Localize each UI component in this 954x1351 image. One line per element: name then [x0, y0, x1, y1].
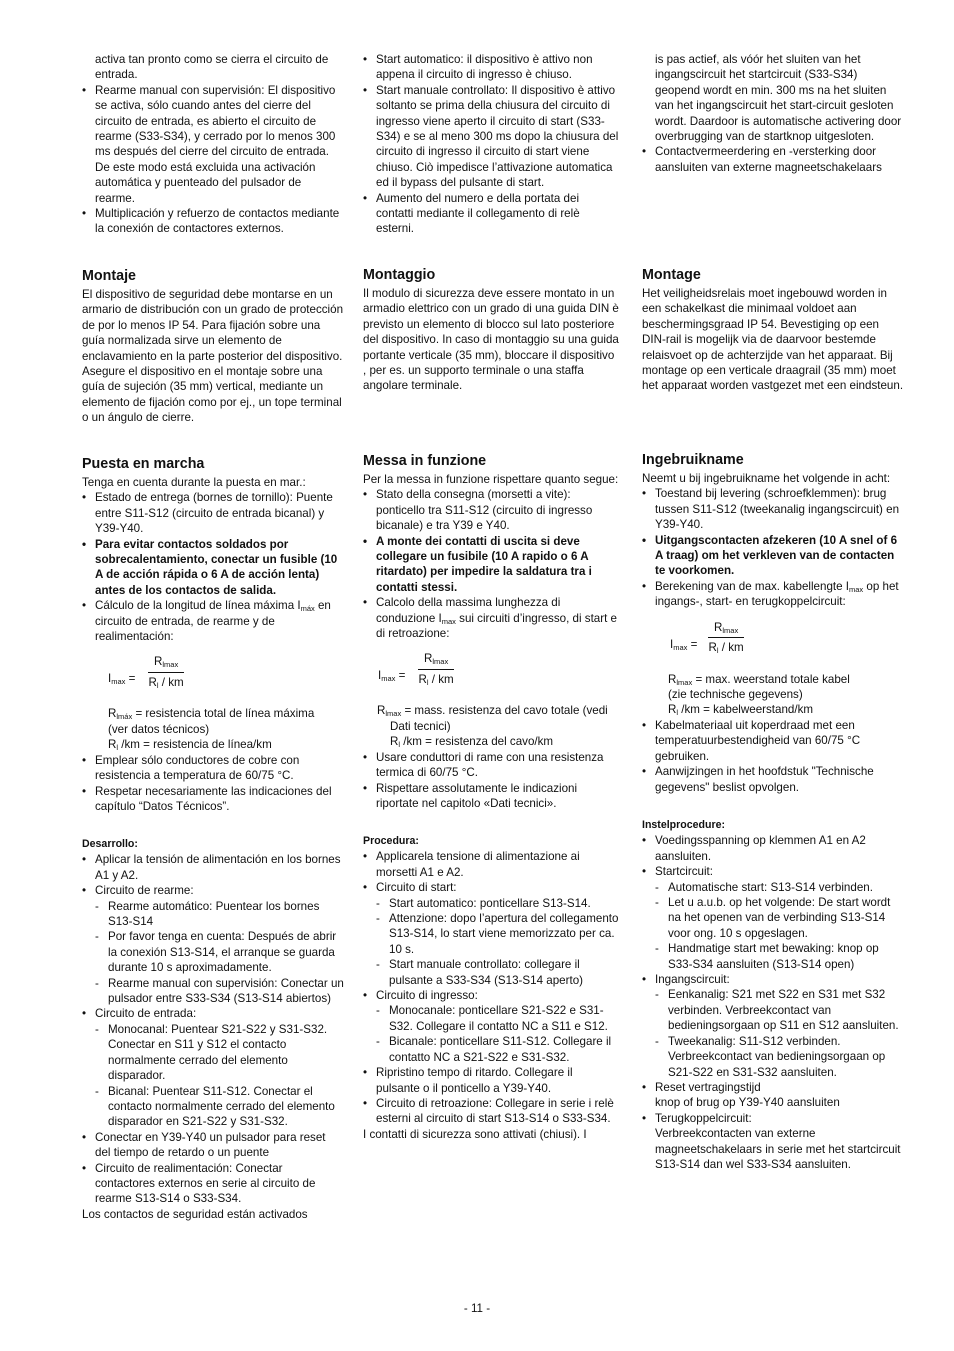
list-item: [642, 1080, 904, 1111]
text: Circuito de entrada:: [95, 1007, 197, 1021]
text: R: [708, 641, 717, 655]
list-item: - Monocanale: ponticellare S21-S22 e S31-S32. Collegare il contatto NC a S11 e S12.: [376, 1003, 619, 1034]
es-formula-legend: [82, 706, 344, 752]
subscript: l: [156, 680, 159, 690]
subscript: max: [849, 584, 864, 594]
list-item: • Circuito di retroazione: Collegare in serie i relè esterni al circuito di start S13-S14 o S33-S34.: [363, 1096, 619, 1127]
list-item: - Bicanal: Puentear S11-S12. Conectar el contacto normalmente cerrado del elemento disparador en S21-S22 y S31-S32.: [95, 1084, 344, 1130]
subscript: max: [673, 642, 688, 652]
nl-intro-list: [642, 144, 904, 175]
subscript: lmax: [385, 709, 402, 719]
es-puesta-section: [82, 455, 344, 814]
list-item: - Attenzione: dopo l’apertura del collegamento S13-S14, lo start viene memorizzato per ca. 10 s.: [376, 911, 619, 957]
formula-lhs: [670, 637, 697, 652]
it-montaggio-text: Il modulo di sicurezza deve essere montato in un armadio elettrico con un grado di una guida DIN è previsto un elemento di blocco sul lato posteriore del dispositivo. In caso di montaggio su una guida portante verticale (35 mm), bloccare il dispositivo , per es. un supporto terminale o una staffa angolare terminale.: [363, 287, 619, 393]
list-item: • Para evitar contactos soldados por sobrecalentamiento, conectar un fusible (10 A de acción rápida o 6 A de acción lenta) antes de los contactos de salida.: [82, 537, 344, 599]
text: Circuito de rearme:: [95, 884, 194, 898]
list-item: - Automatische start: S13-S14 verbinden.: [655, 880, 904, 895]
es-montaje-heading: Montaje: [82, 268, 137, 284]
it-messa-intro: Per la messa in funzione rispettare quanto segue:: [363, 473, 619, 486]
list-item: • Estado de entrega (bornes de tornillo): Puente entre S11-S12 (circuito de entrada bicanal) y Y39-Y40.: [82, 490, 344, 536]
text: /km = resistencia de línea/km: [118, 738, 272, 752]
list-item: • Ripristino tempo di ritardo. Collegare il pulsante o il ponticello a Y39-Y40.: [363, 1065, 619, 1096]
es-puesta-list: [82, 490, 344, 644]
text: R: [148, 675, 157, 689]
list-item: [82, 883, 344, 1006]
nl-formula-legend: [642, 672, 904, 718]
sub-list: [95, 899, 344, 1007]
list-item: • Usare conduttori di rame con una resistenza termica di 60/75 °C.: [363, 750, 619, 781]
list-item: • Circuito de realimentación: Conectar contactores externos en serie al circuito de rearme S13-S14 o S33-S34.: [82, 1161, 344, 1207]
text: R: [668, 703, 677, 717]
legend-note: Dati tecnici): [390, 719, 451, 733]
nl-ingebruik-intro: Neemt u bij ingebruikname het volgende in acht:: [642, 472, 891, 485]
list-item: [82, 598, 344, 644]
formula-fraction: [148, 654, 184, 690]
nl-ingebruik-list-after: [642, 718, 904, 795]
it-montaggio-section: [363, 266, 619, 394]
list-item: - Start automatico: ponticellare S13-S14.: [376, 896, 619, 911]
list-item: [363, 988, 619, 1065]
text: / km: [158, 675, 184, 689]
sub-list: [376, 1003, 619, 1065]
es-montaje-section: [82, 267, 344, 426]
subscript: lmax: [722, 625, 739, 635]
text: Ingangscircuit:: [655, 973, 730, 987]
legend-note: (zie technische gegevens): [668, 688, 803, 702]
nl-intro: [642, 52, 904, 175]
text: R: [108, 707, 117, 721]
sub-list: [376, 896, 619, 988]
text: Circuito di start:: [376, 881, 457, 895]
text: Calcolo della massima lunghezza di conduzione I: [376, 596, 561, 625]
list-item: • Rispettare assolutamente le indicazioni riportate nel capitolo «Dati tecnici».: [363, 781, 619, 812]
nl-montage-heading: Montage: [642, 267, 701, 283]
list-item: • Applicarela tensione di alimentazione ai morsetti A1 e A2.: [363, 849, 619, 880]
list-item: [642, 1111, 904, 1173]
text: /km = resistenza del cavo/km: [400, 735, 554, 749]
sub-list: [655, 987, 904, 1079]
text: Berekening van de max. kabellengte I: [655, 579, 849, 593]
list-item: • Voedingsspanning op klemmen A1 en A2 aansluiten.: [642, 833, 904, 864]
list-item: • Start manuale controllato: Il dispositivo è attivo soltanto se prima della chiusura del circuito di ingresso viene aperto il circuito di start (S33-S34) e se al meno 300 ms dopo la chiusura del circuito di ingresso il circuito di start viene chiuso. Ciò impedisce l’attivazione automatica ed il bypass del pulsante di start.: [363, 83, 619, 191]
formula-numerator: [708, 620, 744, 638]
it-messa-list: [363, 487, 619, 641]
text: R: [424, 652, 433, 666]
es-desarrollo-list: [82, 852, 344, 1206]
page-number: - 11 -: [463, 1302, 491, 1315]
list-item: • Conectar en Y39-Y40 un pulsador para reset del tiempo de retardo o un puente: [82, 1130, 344, 1161]
es-montaje-text: El dispositivo de seguridad debe montarse en un armario de distribución con un grado de protección de por lo menos IP 54. Para fijación sobre una guía normalizada sirve un elemento de enclavamiento en la parte posterior del dispositivo. Asegure el dispositivo en el montaje sobre una guía de sujeción (35 mm) vertical, mediante un elemento de fijación como por ej., un tope terminal o un ángulo de cierre.: [82, 288, 344, 425]
text: =: [395, 669, 406, 683]
subscript: lmax: [432, 657, 449, 667]
formula-lhs: [108, 671, 135, 686]
it-formula: [378, 651, 619, 701]
list-item: - Start manuale controllato: collegare il pulsante a S33-S34 (S13-S14 aperto): [376, 957, 619, 988]
nl-montage-text: Het veiligheidsrelais moet ingebouwd worden in een schakelkast die minimaal voldoet aan beschermingsgraad IP 54. Bevestiging op een DIN-rail is mogelijk via de daarvoor bestemde relaisvoet op de achterzijde van het apparaat. Bij montage op een verticale draagrail (35 mm) moet het apparaat worden vastgezet met een eindsteun.: [642, 287, 904, 393]
text: R: [108, 738, 117, 752]
list-item: • Rearme manual con supervisión: El dispositivo se activa, sólo cuando antes del cierre del circuito de entrada, es abierto el circuito de rearme (S33-S34), y cerrado por lo menos 300 ms después del cierre del circuito de entrada. De este modo está excluida una activación automática y puenteado del pulsador de rearme.: [82, 83, 344, 206]
list-item: - Eenkanalig: S21 met S22 en S31 met S32 verbinden. Verbreekcontact van bedieningsorgaan op S11 en S12 aansluiten.: [655, 987, 904, 1033]
text: I: [670, 637, 674, 651]
text: / km: [718, 641, 744, 655]
list-item: - Bicanale: ponticellare S11-S12. Collegare il contatto NC a S21-S22 e S31-S32.: [376, 1034, 619, 1065]
it-intro: [363, 52, 619, 237]
list-item: - Monocanal: Puentear S21-S22 y S31-S32. Conectar en S11 y S12 el contacto normalmente cerrado del elemento disparador.: [95, 1022, 344, 1084]
formula-denominator: [708, 638, 744, 655]
it-messa-list-after: [363, 750, 619, 812]
formula-fraction: [708, 620, 744, 656]
text: = resistencia total de línea máxima: [132, 707, 315, 721]
es-desarrollo-section: [82, 837, 344, 1222]
subscript: max: [381, 674, 396, 684]
nl-ingebruik-heading: Ingebruikname: [642, 452, 744, 468]
list-item: • Kabelmateriaal uit koperdraad met een temperatuurbestendigheid van 60/75 °C gebruiken.: [642, 718, 904, 764]
nl-instel-section: [642, 818, 904, 1172]
list-item: • Toestand bij levering (schroefklemmen): brug tussen S11-S12 (tweekanalig ingangscircuit) en Y39-Y40.: [642, 486, 904, 532]
text: Startcircuit:: [655, 865, 713, 879]
nl-intro-end: is pas actief, als vóór het sluiten van het ingangscircuit het startcircuit (S33-S34) geopend wordt en min. 300 ms na het sluiten van het ingangscircuit het start-circuit gesloten wordt. Daardoor is automatische activering door overbrugging van de startknop uitgesloten.: [655, 53, 902, 144]
formula-denominator: [148, 673, 184, 690]
text: R: [714, 620, 723, 634]
it-montaggio-heading: Montaggio: [363, 267, 436, 283]
es-intro-list: [82, 83, 344, 237]
formula-numerator: [148, 654, 184, 672]
sub-list: [655, 880, 904, 972]
es-desarrollo-heading: Desarrollo:: [82, 838, 138, 850]
it-procedura-list: [363, 849, 619, 1126]
es-closing: Los contactos de seguridad están activados: [82, 1207, 308, 1221]
es-puesta-list-after: [82, 753, 344, 815]
formula-lhs: [378, 668, 405, 683]
text: = max. weerstand totale kabel: [692, 672, 850, 686]
text: Terugkoppelcircuit:: [655, 1111, 752, 1125]
list-item: - Tweekanalig: S11-S12 verbinden. Verbreekcontact van bedieningsorgaan op S21-S22 en S31-S32 aansluiten.: [655, 1034, 904, 1080]
text: en circuito de entrada, de rearme y de realimentación:: [95, 599, 331, 644]
text: op het ingangs-, start- en terugkoppelcircuit:: [655, 579, 899, 609]
formula-numerator: [418, 651, 454, 669]
subscript: l: [676, 708, 679, 718]
text: Cálculo de la longitud de línea máxima I: [95, 599, 301, 613]
subscript: máx: [300, 604, 315, 614]
text: = mass. resistenza del cavo totale (vedi: [401, 704, 608, 718]
list-item: [363, 880, 619, 988]
text: R: [154, 655, 163, 669]
es-intro: [82, 52, 344, 237]
text: /km = kabelweerstand/km: [678, 703, 814, 717]
subscript: lmax: [162, 660, 179, 670]
list-item: [82, 1006, 344, 1129]
list-item: - Rearme automático: Puentear los bornes S13-S14: [95, 899, 344, 930]
it-messa-section: [363, 452, 619, 811]
legend-note: (ver datos técnicos): [108, 722, 210, 736]
text: =: [687, 637, 698, 651]
formula-denominator: [418, 670, 454, 687]
text: knop of brug op Y39-Y40 aansluiten: [655, 1096, 840, 1110]
text: I: [108, 672, 112, 686]
text: Verbreekcontacten van externe magneetschakelaars in serie met het startcircuit S13-S14 dan wel S33-S34 aansluiten.: [655, 1127, 901, 1171]
list-item: - Por favor tenga en cuenta: Después de abrir la conexión S13-S14, el arranque se guarda durante 10 s aproximadamente.: [95, 929, 344, 975]
it-procedura-section: [363, 834, 619, 1142]
es-puesta-intro: Tenga en cuenta durante la puesta en mar.:: [82, 476, 306, 489]
list-item: • Uitgangscontacten afzekeren (10 A snel of 6 A traag) om het verkleven van de contacten te voorkomen.: [642, 533, 904, 579]
es-puesta-heading: Puesta en marcha: [82, 456, 205, 472]
list-item: - Handmatige start met bewaking: knop op S33-S34 aansluiten (S13-S14 open): [655, 941, 904, 972]
list-item: [642, 864, 904, 972]
text: R: [418, 672, 427, 686]
text: / km: [428, 672, 454, 686]
sub-list: [95, 1022, 344, 1130]
nl-ingebruik-list: [642, 486, 904, 609]
it-intro-list: [363, 52, 619, 237]
text: R: [668, 672, 677, 686]
list-item: • Contactvermeerdering en -versterking door aansluiten van externe magneetschakelaars: [642, 144, 904, 175]
list-item: • Aumento del numero e della portata dei contatti mediante il collegamento di relè esterni.: [363, 191, 619, 237]
it-formula-legend: [363, 703, 619, 749]
subscript: max: [111, 677, 126, 687]
es-formula: [108, 654, 344, 704]
list-item: • Multiplicación y refuerzo de contactos mediante la conexión de contactores externos.: [82, 206, 344, 237]
text: I: [378, 669, 382, 683]
text: Reset vertragingstijd: [655, 1080, 761, 1094]
text: =: [125, 672, 136, 686]
list-item: [642, 972, 904, 1080]
it-closing: I contatti di sicurezza sono attivati (chiusi). I: [363, 1127, 587, 1141]
list-item: • Stato della consegna (morsetti a vite): ponticello tra S11-S12 (circuito di ingresso bicanale) e tra Y39 e Y40.: [363, 487, 619, 533]
text: sui circuiti d’ingresso, di start e di retroazione:: [376, 611, 618, 641]
list-item: • Aplicar la tensión de alimentación en los bornes A1 y A2.: [82, 852, 344, 883]
list-item: • Aanwijzingen in het hoofdstuk "Technische gegevens" beslist opvolgen.: [642, 764, 904, 795]
list-item: - Let u a.u.b. op het volgende: De start wordt na het openen van de verbinding S13-S14 voor ong. 10 s opgeslagen.: [655, 895, 904, 941]
subscript: l: [426, 677, 429, 687]
it-procedura-heading: Procedura:: [363, 835, 419, 847]
subscript: max: [441, 616, 456, 626]
formula-fraction: [418, 651, 454, 687]
nl-instel-list: [642, 833, 904, 1172]
it-messa-heading: Messa in funzione: [363, 453, 487, 469]
subscript: lmax: [676, 677, 693, 687]
list-item: - Rearme manual con supervisión: Conectar un pulsador entre S33-S34 (S13-S14 abiertos): [95, 976, 344, 1007]
text: R: [390, 735, 399, 749]
subscript: l: [398, 740, 401, 750]
subscript: l: [116, 743, 119, 753]
subscript: l: [716, 646, 719, 656]
nl-instel-heading: Instelprocedure:: [642, 819, 726, 831]
list-item: [363, 595, 619, 641]
nl-formula: [670, 620, 904, 670]
list-item: • Respetar necesariamente las indicaciones del capítulo “Datos Técnicos”.: [82, 784, 344, 815]
nl-montage-section: [642, 266, 904, 394]
text: R: [377, 704, 386, 718]
list-item: • Start automatico: il dispositivo è attivo non appena il circuito di ingresso è chiuso.: [363, 52, 619, 83]
list-item: • A monte dei contatti di uscita si deve collegare un fusibile (10 A rapido o 6 A ritardato) per impedire la saldatura tra i contatti stessi.: [363, 534, 619, 596]
subscript: lmáx: [116, 712, 133, 722]
es-intro-end: activa tan pronto como se cierra el circuito de entrada.: [95, 53, 329, 82]
list-item: • Emplear sólo conductores de cobre con resistencia a temperatura de 60/75 °C.: [82, 753, 344, 784]
nl-ingebruik-section: [642, 451, 904, 795]
text: Circuito di ingresso:: [376, 989, 478, 1003]
list-item: [642, 579, 904, 610]
